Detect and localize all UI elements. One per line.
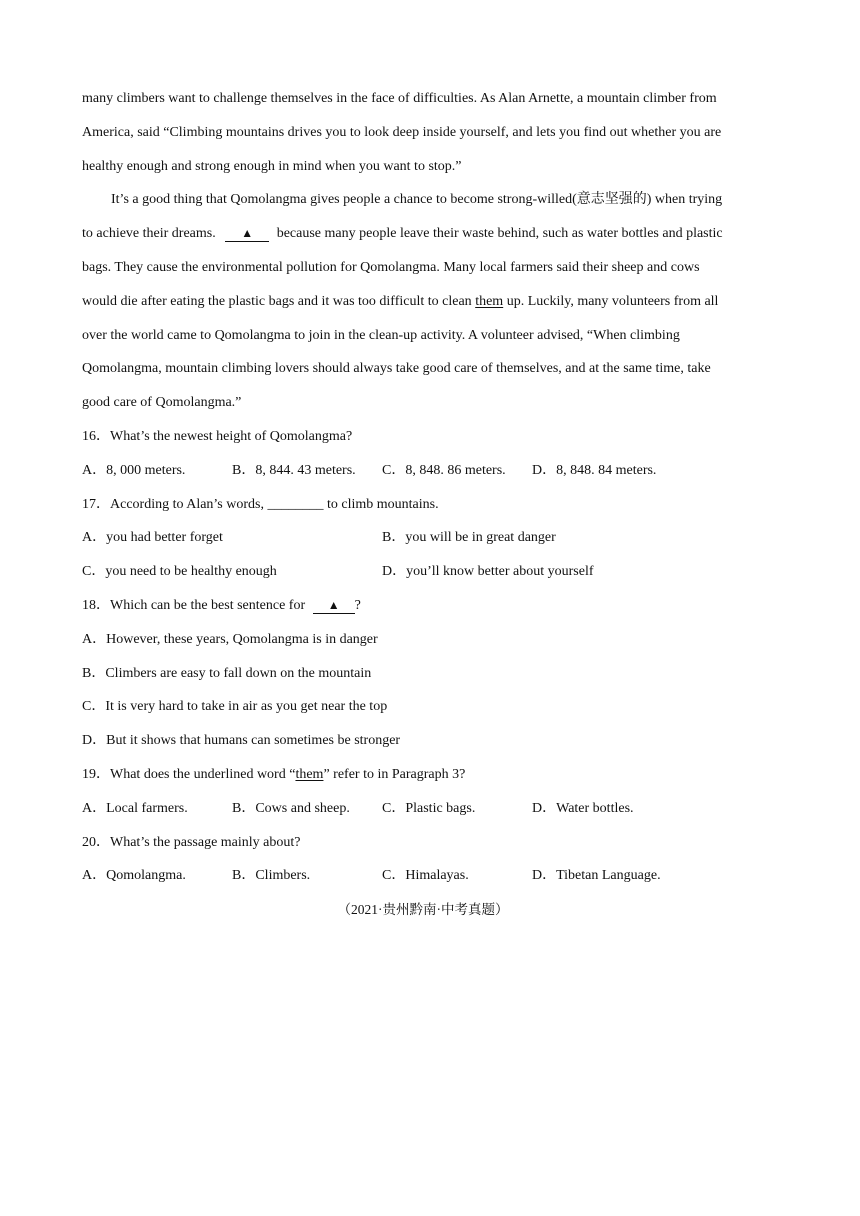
text-line: would die after eating the plastic bags and it was too difficult to clean them up. Luckily, many volunteers from all [82, 293, 719, 309]
answer-blank: ▲ [313, 597, 355, 614]
text-line: America, said “Climbing mountains drives you to look deep inside yourself, and lets you find out whether you are [82, 124, 722, 140]
option-b[interactable]: B．Cows and sheep. [232, 800, 350, 816]
options-row [82, 454, 776, 488]
option-a[interactable]: A．Qomolangma. [82, 868, 186, 884]
option-b[interactable]: B．you will be in great danger [382, 530, 556, 546]
option-c[interactable]: C．8, 848. 86 meters. [382, 462, 506, 478]
question-stem: 19．What does the underlined word “them” refer to in Paragraph 3? [82, 766, 466, 782]
text-line: healthy enough and strong enough in mind when you want to stop.” [82, 158, 462, 174]
source-note: （2021·贵州黔南·中考真题） [337, 902, 509, 918]
options-row [82, 521, 776, 555]
answer-blank: ▲ [225, 225, 269, 242]
text-line: good care of Qomolangma.” [82, 395, 242, 411]
question-stem: 17．According to Alan’s words, ________ to climb mountains. [82, 496, 439, 512]
text-line: to achieve their dreams. ▲ because many people leave their waste behind, such as water bottles and plastic [82, 226, 723, 242]
question-16 [82, 420, 776, 488]
text-line: bags. They cause the environmental pollution for Qomolangma. Many local farmers said their sheep and cows [82, 259, 700, 275]
option-d[interactable]: D．Tibetan Language. [532, 868, 661, 884]
option-b[interactable]: B．Climbers are easy to fall down on the mountain [82, 665, 372, 681]
options-row [82, 792, 776, 826]
question-17 [82, 488, 776, 589]
option-c[interactable]: C．Plastic bags. [382, 800, 476, 816]
option-c[interactable]: C．you need to be healthy enough [82, 564, 277, 580]
text-line: Qomolangma, mountain climbing lovers should always take good care of themselves, and at the same time, take [82, 361, 711, 377]
paragraph-2 [82, 82, 776, 183]
option-d[interactable]: D．But it shows that humans can sometimes be stronger [82, 733, 401, 749]
question-20 [82, 826, 776, 894]
question-19 [82, 758, 776, 826]
option-c[interactable]: C．It is very hard to take in air as you get near the top [82, 699, 388, 715]
question-stem: 18．Which can be the best sentence for ▲ ? [82, 597, 361, 613]
text-line: over the world came to Qomolangma to join in the clean-up activity. A volunteer advised, “When climbing [82, 327, 680, 343]
text-line: many climbers want to challenge themselves in the face of difficulties. As Alan Arnette, a mountain climber from [82, 91, 717, 106]
paragraph-3 [82, 183, 776, 420]
option-b[interactable]: B．8, 844. 43 meters. [232, 462, 356, 478]
exam-page [82, 82, 776, 927]
options-row [82, 859, 776, 893]
option-c[interactable]: C．Himalayas. [382, 868, 469, 884]
text-line: It’s a good thing that Qomolangma gives people a chance to become strong-willed(意志坚强的) when trying [111, 192, 723, 208]
question-18 [82, 589, 776, 758]
underlined-word: them [295, 766, 324, 782]
option-b[interactable]: B．Climbers. [232, 868, 311, 884]
question-stem: 20．What’s the passage mainly about? [82, 834, 301, 850]
option-d[interactable]: D．8, 848. 84 meters. [532, 462, 657, 478]
options-row [82, 555, 776, 589]
option-a[interactable]: A．However, these years, Qomolangma is in danger [82, 631, 378, 647]
question-stem: 16．What’s the newest height of Qomolangma? [82, 428, 353, 444]
underlined-word: them [475, 293, 504, 309]
option-d[interactable]: D．Water bottles. [532, 800, 634, 816]
option-a[interactable]: A．Local farmers. [82, 800, 188, 816]
option-d[interactable]: D．you’ll know better about yourself [382, 564, 594, 580]
option-a[interactable]: A．you had better forget [82, 530, 223, 546]
option-a[interactable]: A．8, 000 meters. [82, 462, 186, 478]
